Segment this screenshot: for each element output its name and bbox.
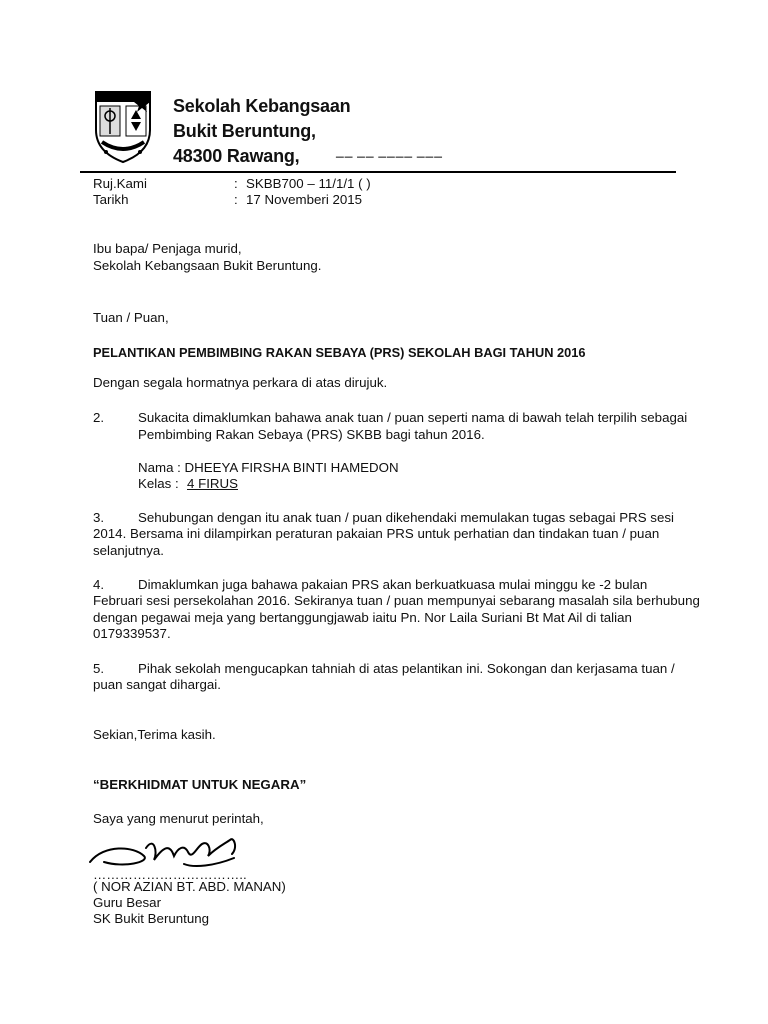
paragraph-5-number: 5.	[93, 661, 105, 676]
signature-dotted-line: ……………………………..	[93, 867, 247, 882]
paragraph-3-line-2: 2014. Bersama ini dilampirkan peraturan pakaian PRS untuk perhatian dan tindakan tuan / puan	[93, 526, 660, 541]
paragraph-3-line-3: selanjutnya.	[93, 543, 164, 558]
tarikh-colon: :	[234, 192, 238, 207]
student-class-value: 4 FIRUS	[187, 476, 238, 491]
cropped-contact-line: ▔▔ ▔▔ ▔▔▔▔ ▔▔▔	[336, 158, 443, 169]
student-name: Nama : DHEEYA FIRSHA BINTI HAMEDON	[138, 460, 399, 475]
tarikh-value: 17 Novemberi 2015	[246, 192, 363, 207]
subject-heading: PELANTIKAN PEMBIMBING RAKAN SEBAYA (PRS) SEKOLAH BAGI TAHUN 2016	[93, 345, 586, 360]
paragraph-4-line-4: 0179339537.	[93, 626, 171, 641]
signatory-organization: SK Bukit Beruntung	[93, 911, 210, 926]
tarikh-label: Tarikh	[93, 192, 129, 207]
ruj-value: SKBB700 – 11/1/1 ( )	[246, 176, 371, 191]
school-address	[173, 94, 350, 169]
recipient-line-1: Ibu bapa/ Penjaga murid,	[93, 241, 242, 256]
paragraph-4-number: 4.	[93, 577, 105, 592]
paragraph-3-line-1: Sehubungan dengan itu anak tuan / puan dikehendaki memulakan tugas sebagai PRS sesi	[138, 510, 674, 525]
paragraph-4-line-1: Dimaklumkan juga bahawa pakaian PRS akan berkuatkuasa mulai minggu ke -2 bulan	[138, 577, 648, 592]
student-class-label: Kelas :	[138, 476, 179, 491]
signoff: Saya yang menurut perintah,	[93, 811, 264, 826]
paragraph-3-number: 3.	[93, 510, 105, 525]
signatory-title: Guru Besar	[93, 895, 161, 910]
header-divider	[80, 171, 676, 173]
ruj-label: Ruj.Kami	[93, 176, 147, 191]
paragraph-5-line-2: puan sangat dihargai.	[93, 677, 221, 692]
ruj-colon: :	[234, 176, 238, 191]
school-area: Bukit Beruntung,	[173, 121, 316, 141]
paragraph-4-line-2: Februari sesi persekolahan 2016. Sekiranya tuan / puan mempunyai sebarang masalah sila berhubung	[93, 593, 700, 608]
school-postcode-city: 48300 Rawang,	[173, 146, 300, 166]
paragraph-2-number: 2.	[93, 410, 105, 425]
paragraph-1: Dengan segala hormatnya perkara di atas dirujuk.	[93, 375, 388, 390]
paragraph-4-line-3: dengan pegawai meja yang bertanggungjawab iaitu Pn. Nor Laila Suriani Bt Mat Ail di talian	[93, 610, 632, 625]
recipient-line-2: Sekolah Kebangsaan Bukit Beruntung.	[93, 258, 322, 273]
school-name: Sekolah Kebangsaan	[173, 96, 351, 116]
salutation: Tuan / Puan,	[93, 310, 169, 325]
paragraph-2-line-2: Pembimbing Rakan Sebaya (PRS) SKBB bagi tahun 2016.	[138, 427, 485, 442]
star-emblem-icon	[134, 96, 150, 112]
paragraph-5-line-1: Pihak sekolah mengucapkan tahniah di atas pelantikan ini. Sokongan dan kerjasama tuan /	[138, 661, 675, 676]
signatory-name: ( NOR AZIAN BT. ABD. MANAN)	[93, 879, 286, 894]
closing: Sekian,Terima kasih.	[93, 727, 216, 742]
paragraph-2-line-1: Sukacita dimaklumkan bahawa anak tuan / puan seperti nama di bawah telah terpilih sebagai	[138, 410, 688, 425]
motto: “BERKHIDMAT UNTUK NEGARA”	[93, 777, 307, 792]
